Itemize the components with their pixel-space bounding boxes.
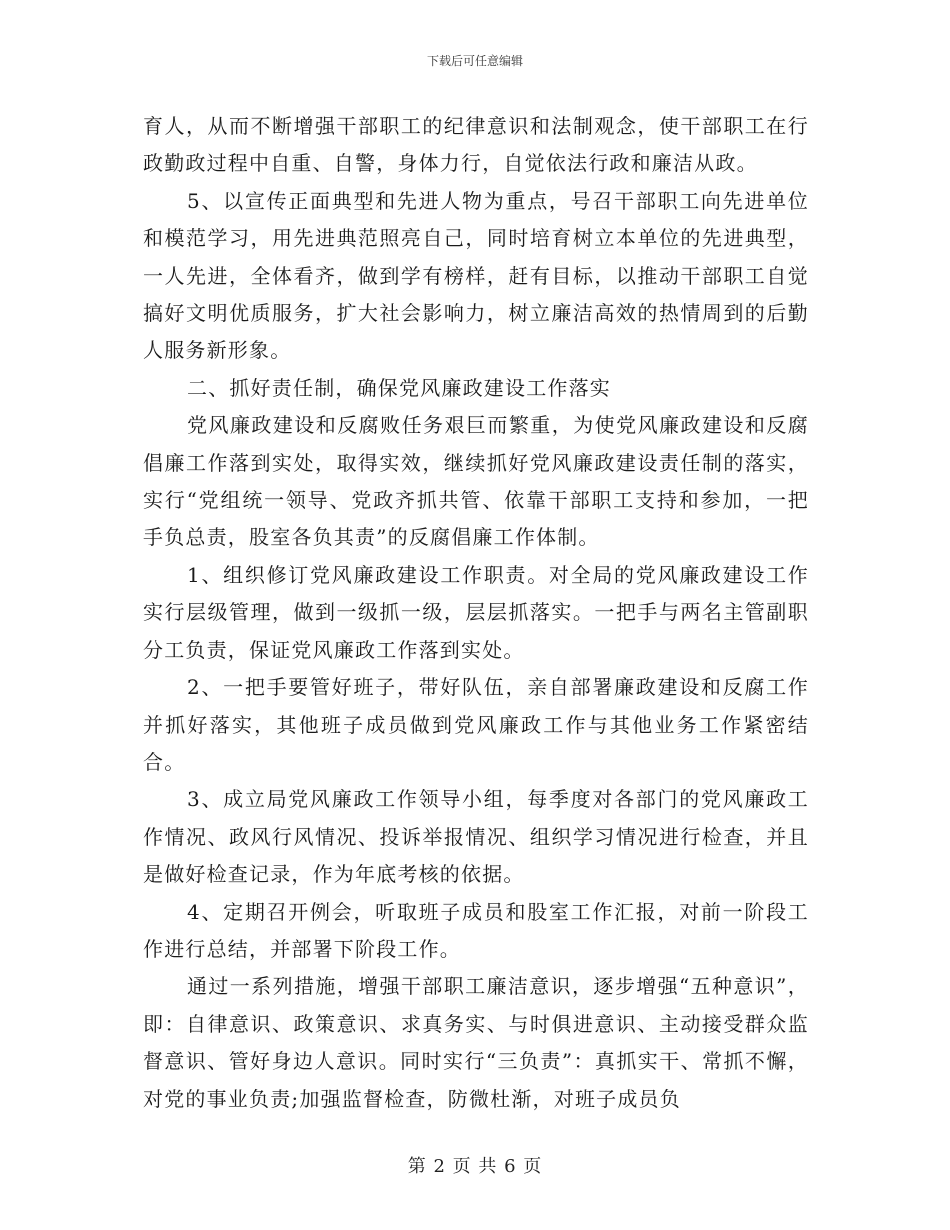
- paragraph-2: 5、以宣传正面典型和先进人物为重点，号召干部职工向先进单位和模范学习，用先进典范照亮自己，同时培育树立本单位的先进典型，一人先进，全体看齐，做到学有榜样，赶有目标，以推动干部职工自觉搞好文明优质服务，扩大社会影响力，树立廉洁高效的热情周到的后勤人服务新形象。: [143, 188, 809, 363]
- section-heading: 二、抓好责任制，确保党风廉政建设工作落实: [187, 375, 611, 400]
- paragraph-4: 1、组织修订党风廉政建设工作职责。对全局的党风廉政建设工作实行层级管理，做到一级抓一级，层层抓落实。一把手与两名主管副职分工负责，保证党风廉政工作落到实处。: [143, 562, 809, 662]
- paragraph-6: 3、成立局党风廉政工作领导小组，每季度对各部门的党风廉政工作情况、政风行风情况、投诉举报情况、组织学习情况进行检查，并且是做好检查记录，作为年底考核的依据。: [143, 787, 809, 887]
- paragraph-1: 育人，从而不断增强干部职工的纪律意识和法制观念，使干部职工在行政勤政过程中自重、自警，身体力行，自觉依法行政和廉洁从政。: [143, 114, 809, 176]
- paragraph-5: 2、一把手要管好班子，带好队伍，亲自部署廉政建设和反腐工作并抓好落实，其他班子成员做到党风廉政工作与其他业务工作紧密结合。: [143, 675, 809, 774]
- paragraph-7: 4、定期召开例会，听取班子成员和股室工作汇报，对前一阶段工作进行总结，并部署下阶段工作。: [143, 899, 809, 961]
- page-number: 第 2 页 共 6 页: [407, 1156, 543, 1177]
- page-header: 下载后可任意编辑: [426, 54, 523, 68]
- document-body: [143, 108, 809, 1118]
- paragraph-3: 党风廉政建设和反腐败任务艰巨而繁重，为使党风廉政建设和反腐倡廉工作落到实处，取得实效，继续抓好党风廉政建设责任制的落实，实行“党组统一领导、党政齐抓共管、依靠干部职工支持和参加，一把手负总责，股室各负其责”的反腐倡廉工作体制。: [143, 413, 809, 550]
- paragraph-8: 通过一系列措施，增强干部职工廉洁意识，逐步增强“五种意识”，即：自律意识、政策意识、求真务实、与时俱进意识、主动接受群众监督意识、管好身边人意识。同时实行“三负责”：真抓实干、常抓不懈，对党的事业负责;加强监督检查，防微杜渐，对班子成员负: [143, 974, 809, 1111]
